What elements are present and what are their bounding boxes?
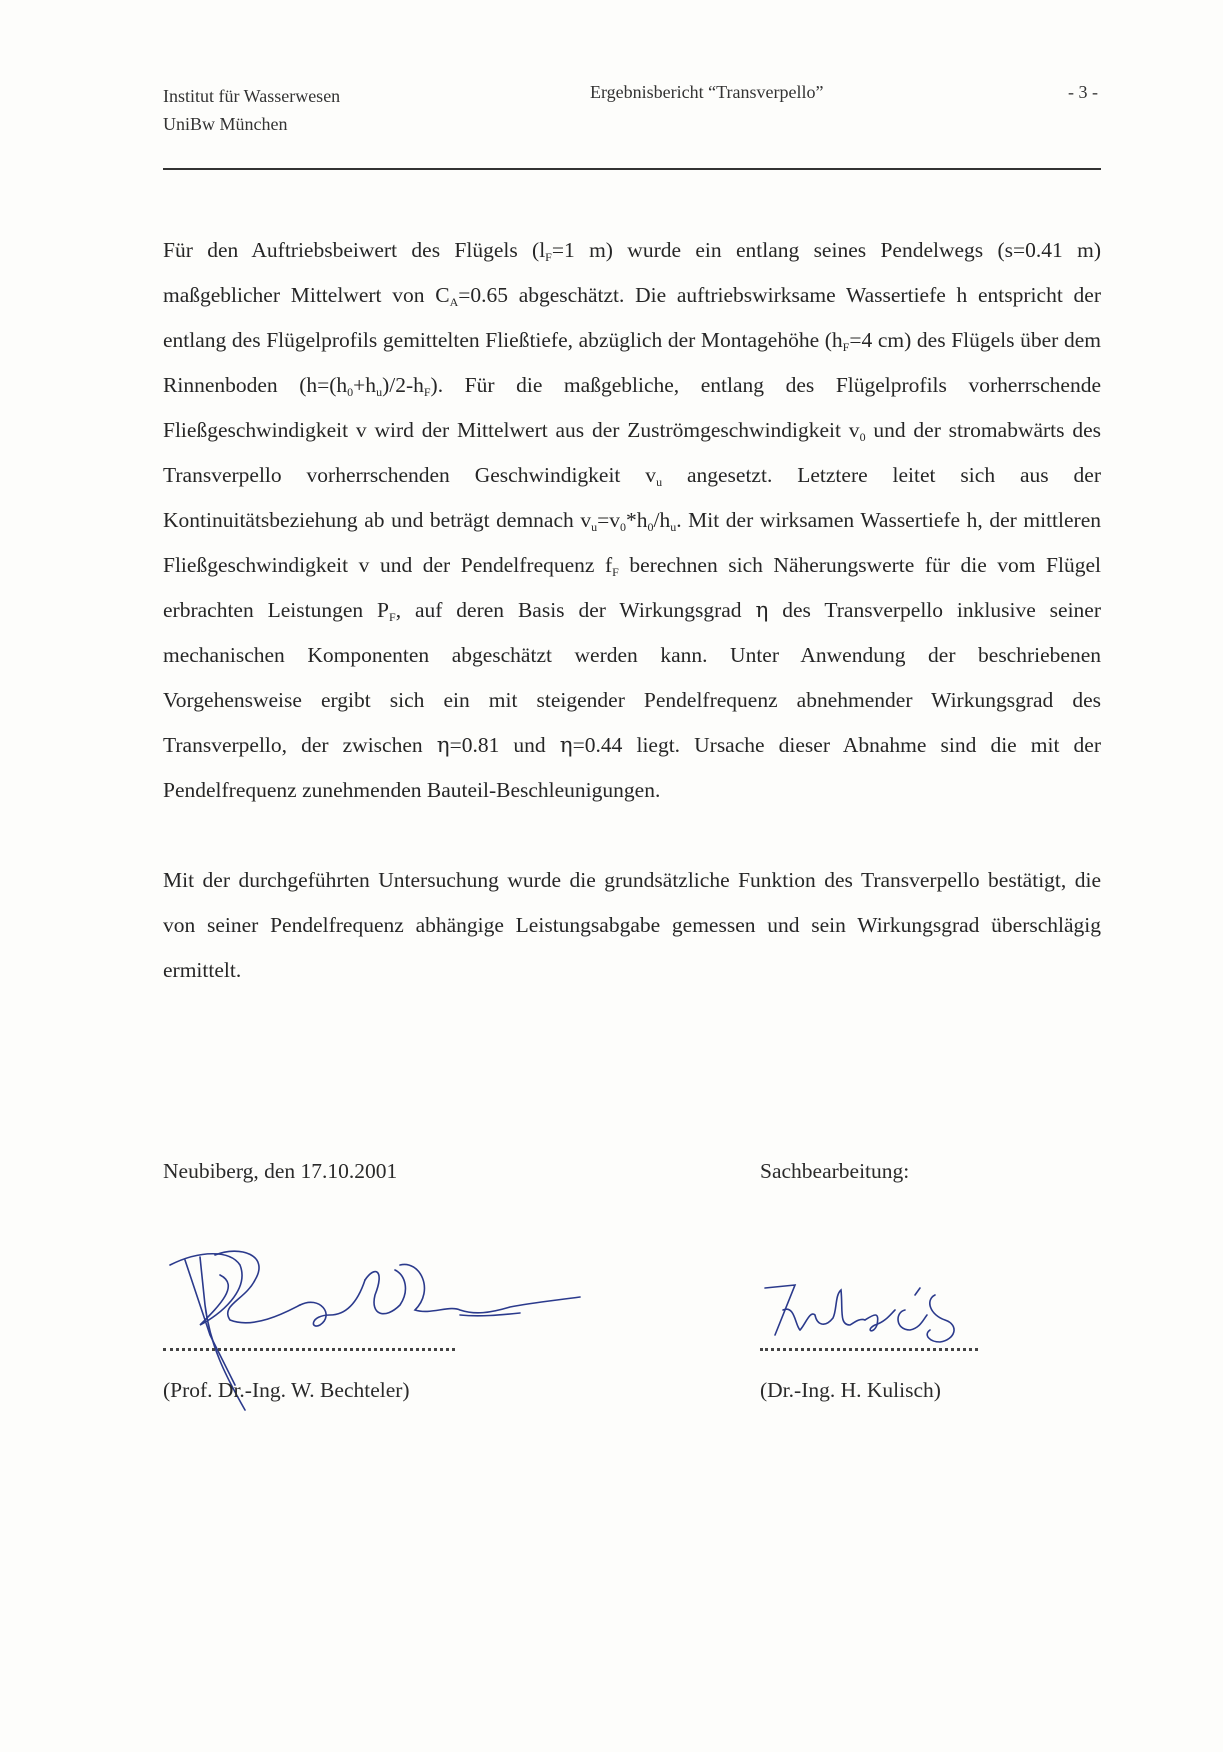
institute-name: Institut für Wasserwesen (163, 86, 341, 106)
paragraph-1: Für den Auftriebsbeiwert des Flügels ($l_F=1$ m) wurde ein entlang seines Pendelwegs (s=0.41 m) maßgeblicher Mittelwert von $C_A=0.65$ abgeschätzt. Die auftriebswirksame Wassertiefe h entspricht der entlang des Flügelprofils gemittelten Fließtiefe, abzüglich der Montagehöhe ($h_F=4$ cm) des Flügels über dem Rinnenboden $(h=(h_0+h_u)/2-h_F)$. Für die maßgebliche, entlang des Flügelprofils vorherrschende Fließgeschwindigkeit v wird der Mittelwert aus der Zuströmgeschwindigkeit $v_0$ und der stromabwärts des Transverpello vorherrschenden Geschwindigkeit $v_u$ angesetzt. Letztere leitet sich aus der Kontinuitätsbeziehung ab und beträgt demnach $v_u=v_0*h_0/h_u$. Mit der wirksamen Wassertiefe h, der mittleren Fließgeschwindigkeit v und der Pendelfrequenz $f_F$ berechnen sich Näherungswerte für die vom Flügel erbrachten Leistungen $P_F$, auf deren Basis der Wirkungsgrad η des Transverpello inklusive seiner mechanischen Komponenten abgeschätzt werden kann. Unter Anwendung der beschriebenen Vorgehensweise ergibt sich ein mit steigender Pendelfrequenz abnehmender Wirkungsgrad des Transverpello, der zwischen η=0.81 und η=0.44 liegt. Ursache dieser Abnahme sind die mit der Pendelfrequenz zunehmenden Bauteil-Beschleunigungen. (163, 238, 1101, 802)
institute-header (163, 82, 340, 138)
signature-line-left (163, 1345, 455, 1351)
paragraph-2: Mit der durchgeführten Untersuchung wurde die grundsätzliche Funktion des Transverpello bestätigt, die von seiner Pendelfrequenz abhängige Leistungsabgabe gemessen und sein Wirkungsgrad überschlägig ermittelt. (163, 868, 1101, 982)
eta-symbol: η (755, 598, 769, 623)
header-divider (163, 168, 1101, 170)
body-text (163, 228, 1101, 993)
signature-kulisch (755, 1270, 985, 1350)
signature-line-right (760, 1345, 978, 1351)
signatory-bechteler: (Prof. Dr.-Ing. W. Bechteler) (163, 1378, 410, 1402)
report-title: Ergebnisbericht “Transverpello” (590, 82, 824, 102)
signatory-kulisch: (Dr.-Ing. H. Kulisch) (760, 1378, 941, 1402)
university-name: UniBw München (163, 114, 288, 134)
sachbearbeitung-label: Sachbearbeitung: (760, 1159, 910, 1183)
page-number: - 3 - (1068, 82, 1098, 102)
place-date: Neubiberg, den 17.10.2001 (163, 1159, 398, 1183)
